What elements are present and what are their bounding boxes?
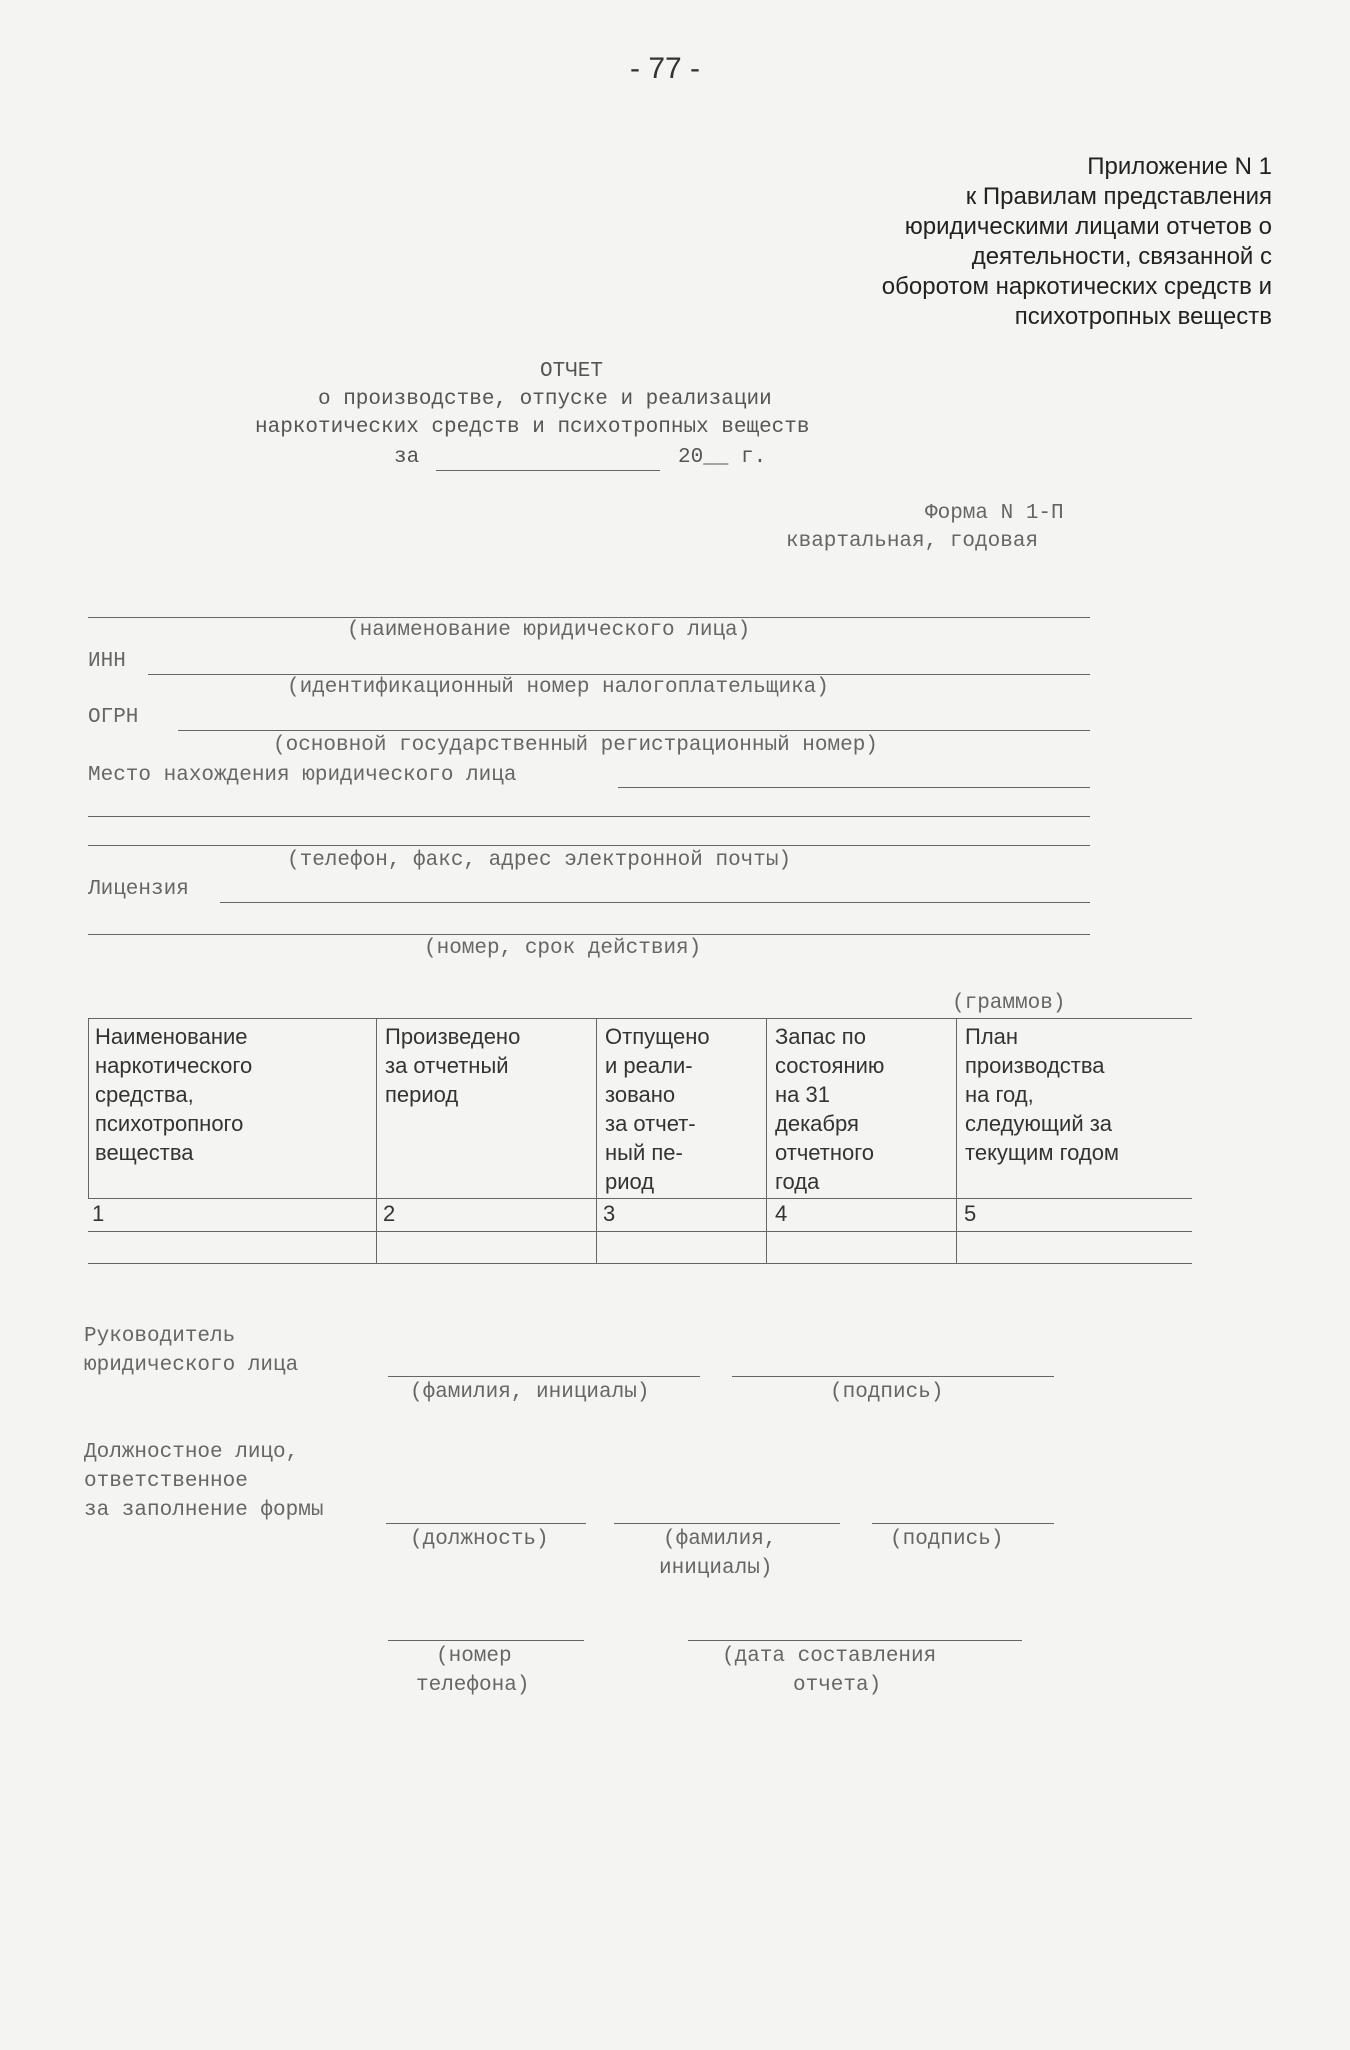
header-line: зовано <box>605 1082 676 1107</box>
table-column-number: 2 <box>383 1201 396 1226</box>
report-period-blank[interactable] <box>436 470 660 471</box>
table-column-number: 1 <box>92 1201 105 1226</box>
header-line: за отчетный <box>385 1053 509 1078</box>
header-line: Произведено <box>385 1024 521 1049</box>
table-col-border <box>596 1018 597 1263</box>
table-header-stock <box>775 1022 884 1196</box>
license-caption: (номер, срок действия) <box>424 937 702 960</box>
official-position-blank[interactable] <box>386 1523 586 1524</box>
license-blank[interactable] <box>220 902 1090 903</box>
appendix-reference <box>812 152 1272 332</box>
header-line: ный пе- <box>605 1140 683 1165</box>
inn-label: ИНН <box>88 650 126 673</box>
head-label-2: юридического лица <box>84 1354 299 1377</box>
official-name-caption-2: инициалы) <box>659 1557 773 1580</box>
header-line: Наименование <box>95 1024 248 1049</box>
position-caption: (должность) <box>410 1528 549 1551</box>
header-line: текущим годом <box>965 1140 1120 1165</box>
official-label-3: за заполнение формы <box>84 1499 324 1522</box>
table-header-plan <box>965 1022 1119 1167</box>
header-line: отчетного <box>775 1140 875 1165</box>
header-line: декабря <box>775 1111 859 1136</box>
contacts-caption: (телефон, факс, адрес электронной почты) <box>287 849 792 872</box>
phone-caption-2: телефона) <box>416 1674 530 1697</box>
header-line: Отпущено <box>605 1024 710 1049</box>
table-unit: (граммов) <box>952 992 1066 1015</box>
legal-entity-name-blank[interactable] <box>88 617 1090 618</box>
table-number-rule <box>88 1231 1192 1232</box>
header-line: на 31 <box>775 1082 830 1107</box>
header-line: наркотического <box>95 1053 253 1078</box>
appendix-line: психотропных веществ <box>1014 303 1272 330</box>
table-bottom-rule <box>88 1263 1192 1264</box>
inn-caption: (идентификационный номер налогоплательщика) <box>287 676 829 699</box>
report-title-line-2: наркотических средств и психотропных веществ <box>255 416 810 439</box>
header-line: на год, <box>965 1082 1034 1107</box>
table-top-rule <box>88 1018 1192 1019</box>
table-column-number: 5 <box>964 1201 977 1226</box>
location-blank[interactable] <box>618 787 1090 788</box>
appendix-line: Приложение N 1 <box>1087 153 1272 180</box>
report-title-line-1: о производстве, отпуске и реализации <box>318 388 772 411</box>
header-line: состоянию <box>775 1053 885 1078</box>
ogrn-caption: (основной государственный регистрационный номер) <box>273 734 878 757</box>
official-name-caption-1: (фамилия, <box>663 1528 777 1551</box>
table-col-border <box>956 1018 957 1263</box>
phone-blank[interactable] <box>388 1640 584 1641</box>
date-caption-2: отчета) <box>793 1674 882 1697</box>
header-line: года <box>775 1169 820 1194</box>
official-name-blank[interactable] <box>614 1523 840 1524</box>
head-name-caption: (фамилия, инициалы) <box>410 1381 650 1404</box>
header-line: средства, <box>95 1082 194 1107</box>
phone-caption-1: (номер <box>436 1645 512 1668</box>
header-line: План <box>965 1024 1019 1049</box>
table-header-substance <box>95 1022 252 1167</box>
table-header-produced <box>385 1022 520 1109</box>
table-col-border <box>88 1018 89 1198</box>
ogrn-blank[interactable] <box>178 730 1090 731</box>
report-period-prefix: за <box>394 446 420 469</box>
head-name-blank[interactable] <box>388 1376 700 1377</box>
head-signature-caption: (подпись) <box>830 1381 944 1404</box>
contacts-blank[interactable] <box>88 845 1090 846</box>
table-header-rule <box>88 1198 1192 1199</box>
head-signature-blank[interactable] <box>732 1376 1054 1377</box>
appendix-line: к Правилам представления <box>965 183 1272 210</box>
date-blank[interactable] <box>688 1640 1022 1641</box>
header-line: психотропного <box>95 1111 244 1136</box>
header-line: Запас по <box>775 1024 866 1049</box>
header-line: производства <box>965 1053 1105 1078</box>
table-column-number: 4 <box>775 1201 788 1226</box>
header-line: и реали- <box>605 1053 693 1078</box>
page-number: - 77 - <box>630 52 701 85</box>
form-name: Форма N 1-П <box>925 502 1064 525</box>
table-col-border <box>766 1018 767 1263</box>
official-signature-caption: (подпись) <box>890 1528 1004 1551</box>
header-line: за отчет- <box>605 1111 696 1136</box>
report-period-year: 20__ г. <box>678 446 767 469</box>
table-column-number: 3 <box>603 1201 616 1226</box>
header-line: риод <box>605 1169 655 1194</box>
date-caption-1: (дата составления <box>722 1645 937 1668</box>
header-line: вещества <box>95 1140 194 1165</box>
official-label-1: Должностное лицо, <box>84 1441 299 1464</box>
legal-entity-caption: (наименование юридического лица) <box>347 619 751 642</box>
inn-blank[interactable] <box>148 674 1090 675</box>
license-label: Лицензия <box>88 878 189 901</box>
form-periodicity: квартальная, годовая <box>786 530 1039 553</box>
header-line: период <box>385 1082 459 1107</box>
appendix-line: юридическими лицами отчетов о <box>904 213 1272 240</box>
report-heading: ОТЧЕТ <box>540 360 604 383</box>
table-col-border <box>376 1018 377 1263</box>
official-label-2: ответственное <box>84 1470 248 1493</box>
table-header-released <box>605 1022 710 1196</box>
appendix-line: оборотом наркотических средств и <box>881 273 1272 300</box>
location-blank-2[interactable] <box>88 816 1090 817</box>
header-line: следующий за <box>965 1111 1113 1136</box>
license-blank-2[interactable] <box>88 934 1090 935</box>
head-label-1: Руководитель <box>84 1325 236 1348</box>
ogrn-label: ОГРН <box>88 706 139 729</box>
location-label: Место нахождения юридического лица <box>88 764 517 787</box>
appendix-line: деятельности, связанной с <box>971 243 1272 270</box>
official-signature-blank[interactable] <box>872 1523 1054 1524</box>
